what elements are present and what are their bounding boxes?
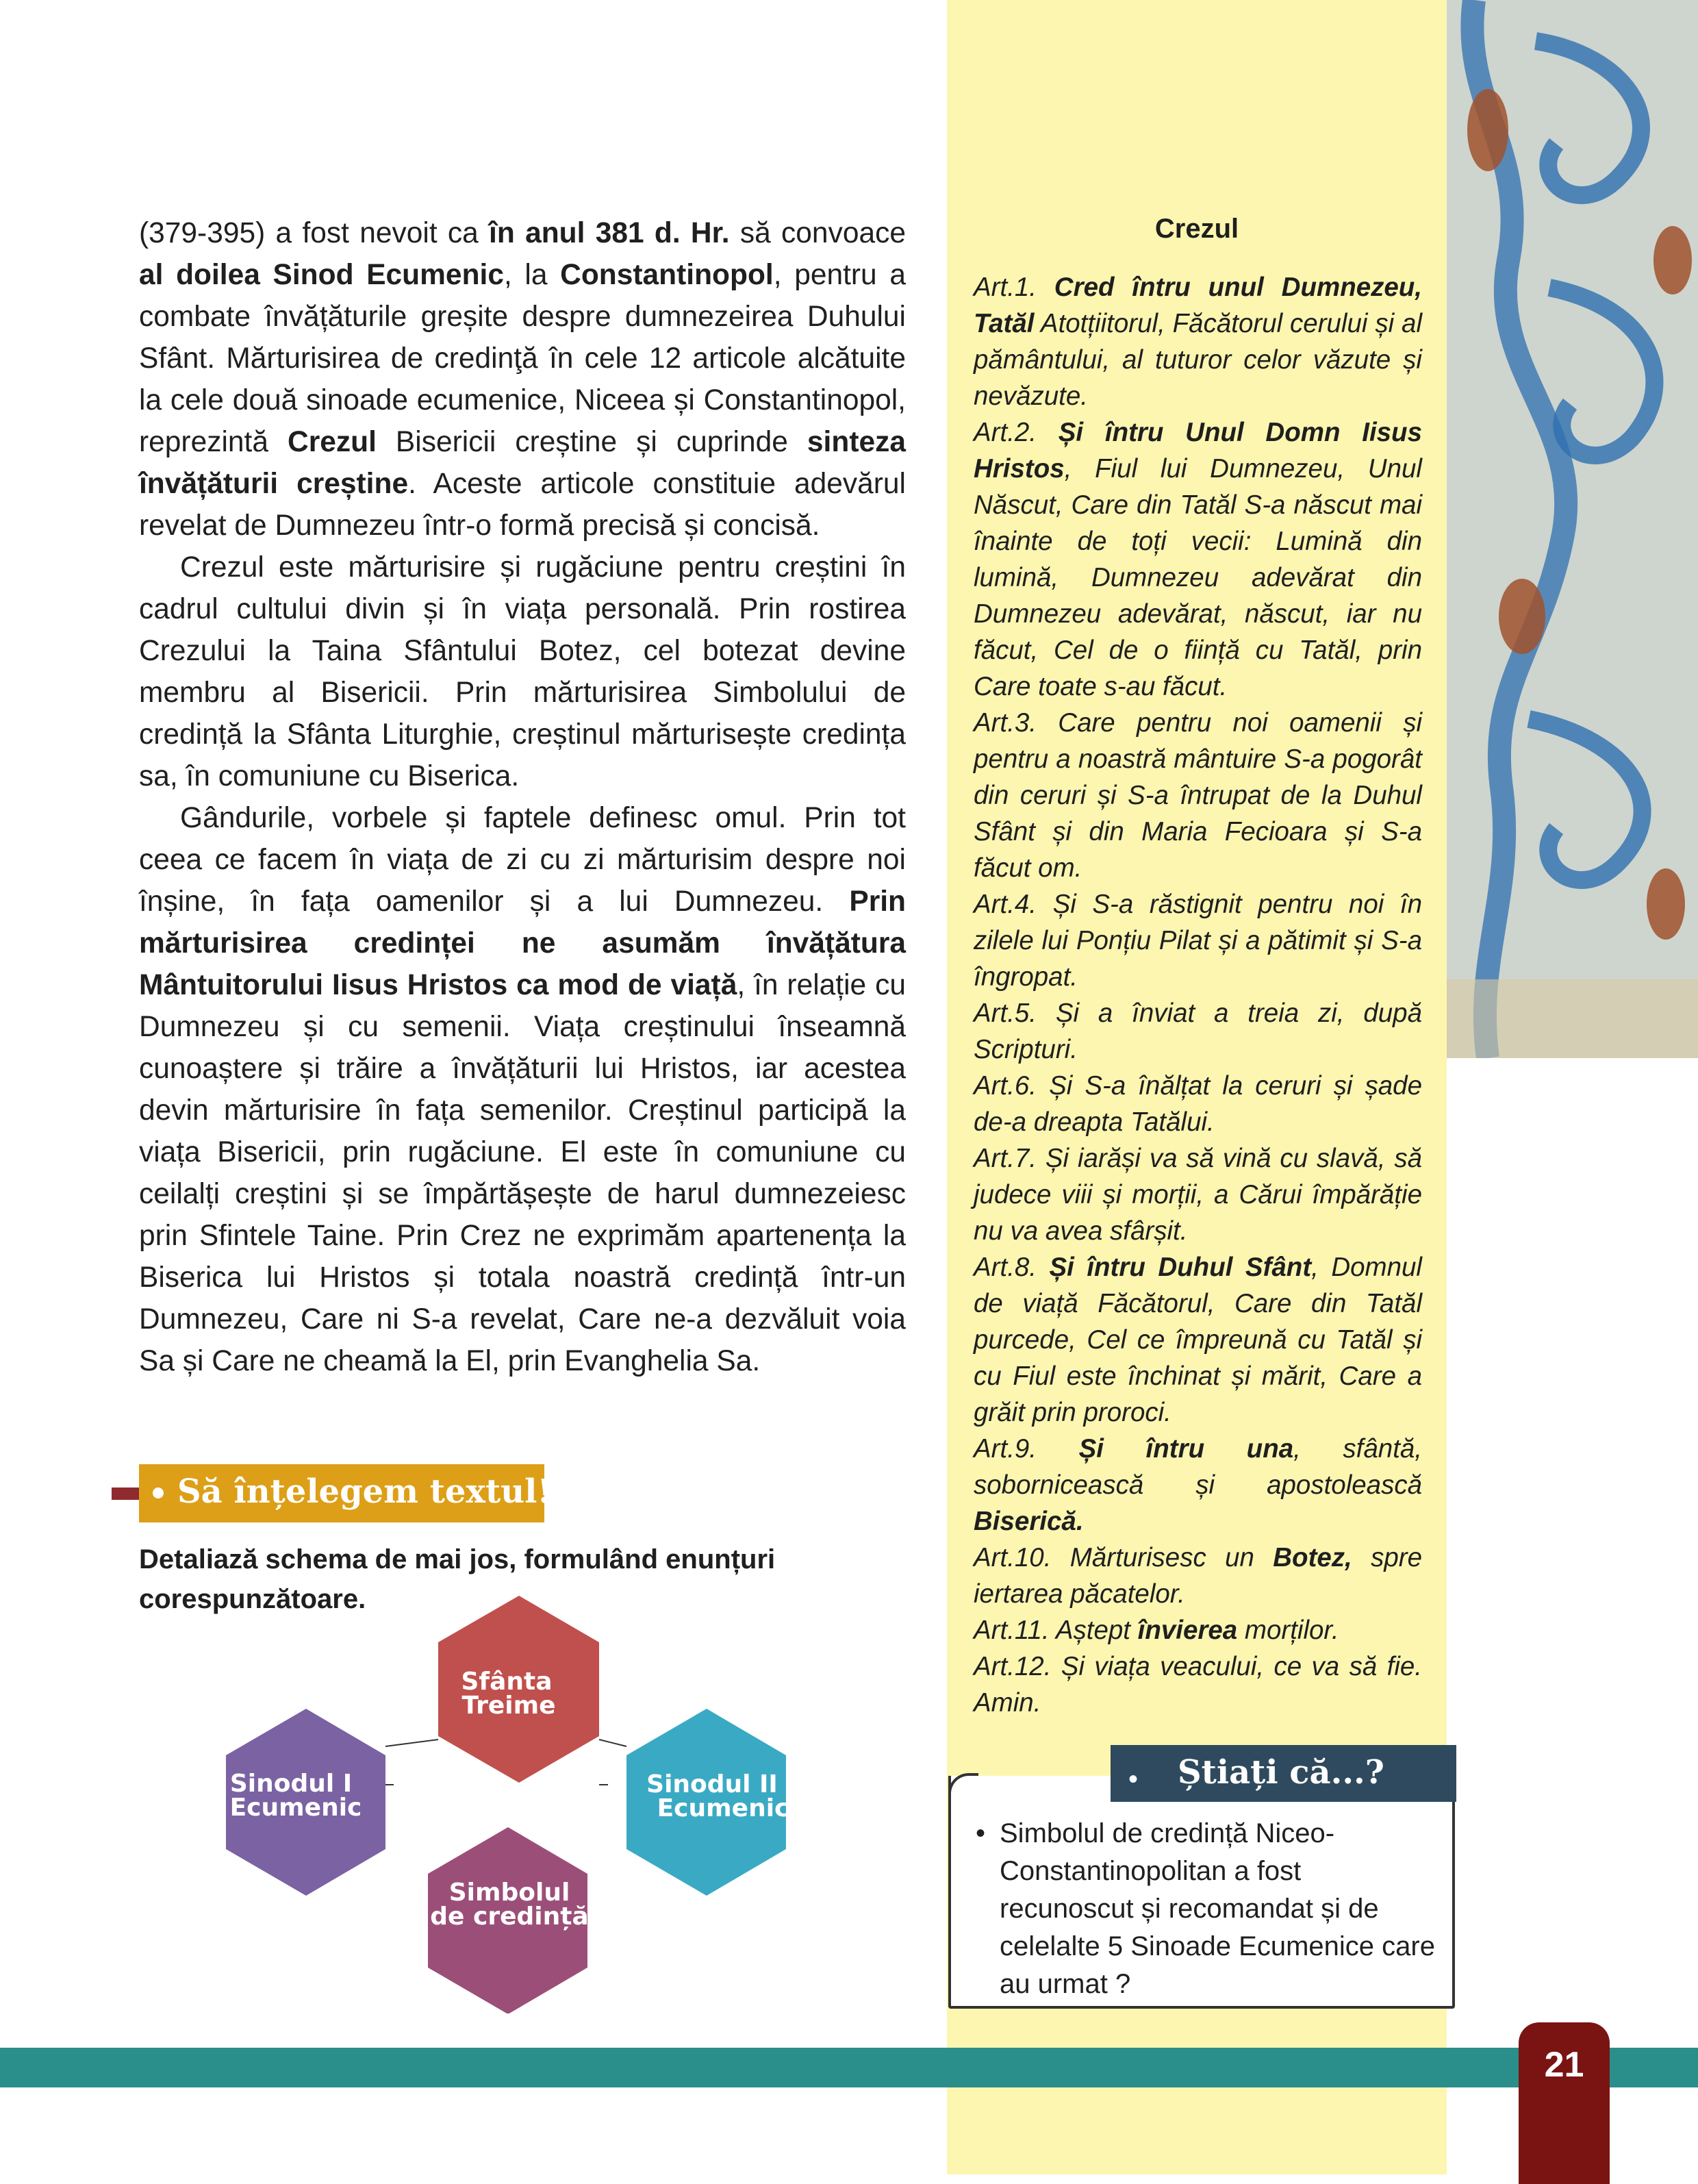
- crez-article-1: [974, 269, 1422, 414]
- did-you-know-header: [1111, 1745, 1456, 1802]
- text-run: spre iertarea păcatelor.: [974, 1543, 1422, 1609]
- crez-article-5: [974, 995, 1422, 1068]
- node-label-line1: Sfânta: [461, 1668, 553, 1696]
- text-run: , Fiul lui Dumnezeu, Unul Născut, Care din Tatăl S-a născut mai înainte de toți vecii: Lumină din lumină, Dumnezeu adevărat din Dumnezeu adevărat, născut, iar nu făcut, Cel de o ființă cu Tatăl, prin Care toate s-au făcut.: [974, 454, 1422, 701]
- text-run: Art.12. Și viața veacului, ce va să fie. Amin.: [974, 1652, 1422, 1718]
- text-run: Art.8.: [974, 1253, 1050, 1282]
- text-run: Gândurile, vorbele și faptele definesc omul. Prin tot ceea ce facem în viața de zi cu zi mărturisim despre noi înșine, în fața oamenilor și a lui Dumnezeu.: [139, 802, 906, 918]
- text-run: Art.4. Și S-a răstignit pentru noi în zilele lui Ponțiu Pilat și a pătimit și S-a îngropat.: [974, 890, 1422, 992]
- diagram-connector: [599, 1740, 626, 1746]
- node-label-line2: de credință: [430, 1903, 589, 1931]
- text-run: , în relație cu Dumnezeu și cu semenii. Viața creștinului înseamnă cunoaștere și trăire a învățăturii lui Hristos, iar acestea devin mărturisire în fața semenilor. Creștinul participă la viața Bisericii, prin rugăciune. El este în comuniune cu ceilalți creștini și se împărtășește de harul dumnezeiesc prin Sfintele Taine. Prin Crez ne exprimăm apartenența la Biserica lui Hristos și totala noastră credință într-un Dumnezeu, Care ni S-a revelat, Care ne-a dezvăluit voia Sa și Care ne cheamă la El, prin Evanghelia Sa.: [139, 969, 906, 1377]
- crez-article-8: [974, 1249, 1422, 1431]
- text-run: , pentru a combate învățăturile greșite despre dumnezeirea Duhului Sfânt. Mărturisirea de credinţă în cele 12 articole alcătuite la cele două sinoade ecumenice, Niceea și Constantinopol, reprezintă: [139, 259, 906, 458]
- text-run: Art.3. Care pentru noi oamenii și pentru a noastră mântuire S-a pogorât din ceruri și S-a întrupat de la Duhul Sfânt și din Maria Fecioara și S-a făcut om.: [974, 708, 1422, 883]
- node-simbolul-credinta: [428, 1827, 589, 2013]
- bold-run: Și întru Duhul Sfânt: [1049, 1253, 1312, 1282]
- node-label-line2: Ecumenic: [229, 1794, 362, 1822]
- header-bullet-icon: •: [1128, 1764, 1139, 1794]
- did-you-know-title: Știați că...?: [1178, 1753, 1384, 1792]
- node-label-line2: Treime: [461, 1692, 556, 1720]
- crez-articles: [974, 269, 1422, 1721]
- crez-title: Crezul: [1154, 214, 1239, 244]
- node-label-line1: Simbolul: [448, 1879, 570, 1907]
- text-run: Art.7. Și iarăși va să vină cu slavă, să judece viii și morții, a Cărui împărăție nu va avea sfârșit.: [974, 1144, 1422, 1246]
- text-run: . Aceste articole constituie adevărul revelat de Dumnezeu într-o formă precisă și concisă.: [139, 468, 906, 542]
- node-sinodul-ii: [626, 1709, 789, 1896]
- crez-article-11: [974, 1612, 1422, 1648]
- bullet-icon: •: [976, 1818, 986, 1848]
- ornamental-border-image: [1447, 0, 1698, 1058]
- text-run: Art.6. Și S-a înălțat la ceruri și șade de-a dreapta Tatălui.: [974, 1071, 1422, 1137]
- paragraph-3: [139, 797, 906, 1382]
- banner-bullet-icon: [153, 1488, 164, 1498]
- understand-text-banner: [112, 1464, 552, 1522]
- text-run: Crezul este mărturisire și rugăciune pentru creștini în cadrul cultului divin și în viața personală. Prin rostirea Crezului la Taina Sfântului Botez, cel botezat devine membru al Bisericii. Prin mărturisirea Simbolului de credință la Sfânta Liturghie, creștinul mărturisește credința sa, în comuniune cu Biserica.: [139, 551, 906, 792]
- main-body-text: [139, 212, 906, 1382]
- text-run: , sfântă, sobornicească și apostolească: [974, 1434, 1423, 1500]
- text-run: Art.2.: [974, 418, 1059, 447]
- footer-band: [0, 2048, 1698, 2087]
- text-run: să convoace: [729, 217, 906, 249]
- crez-article-4: [974, 886, 1422, 995]
- crez-article-6: [974, 1068, 1422, 1140]
- node-label-line1: Sinodul II: [646, 1770, 778, 1798]
- banner-title: Să înțelegem textul!: [177, 1472, 552, 1511]
- bold-run: Și întru una: [1078, 1434, 1294, 1464]
- crez-article-10: [974, 1540, 1422, 1612]
- did-you-know-text-block: [976, 1815, 1441, 2003]
- text-run: Bisericii creștine și cuprinde: [376, 426, 807, 458]
- text-run: , Domnul de viață Făcătorul, Care din Tatăl purcede, Cel ce împreună cu Tatăl și cu Fiul este închinat și mărit, Care a grăit prin proroci.: [974, 1253, 1422, 1427]
- text-run: Art.9.: [974, 1434, 1079, 1464]
- text-run: , la: [503, 259, 561, 291]
- node-label-line2: Ecumenic: [657, 1794, 789, 1822]
- diagram-connector: [385, 1740, 438, 1746]
- paragraph-2: [139, 547, 906, 797]
- bold-run: în anul 381 d. Hr.: [489, 217, 730, 249]
- page-number: 21: [1544, 2045, 1584, 2085]
- bold-run: Și întru Unul Domn Iisus Hristos: [974, 418, 1422, 484]
- text-run: Art.5. Și a înviat a treia zi, după Scripturi.: [974, 999, 1422, 1064]
- bold-run: Botez,: [1273, 1543, 1352, 1572]
- bold-run: Cred întru unul Dumnezeu, Tatăl: [974, 273, 1423, 338]
- bold-run: Crezul: [288, 426, 377, 458]
- bold-run: Biserică.: [974, 1507, 1084, 1536]
- paragraph-1: [139, 212, 906, 547]
- bold-run: învierea: [1137, 1616, 1238, 1645]
- crez-article-12: [974, 1648, 1422, 1721]
- node-sfanta-treime: [438, 1596, 599, 1783]
- node-sinodul-i: [226, 1709, 385, 1896]
- text-run: Art.11. Aștept: [974, 1616, 1138, 1645]
- concept-diagram: [205, 1596, 808, 2013]
- crez-article-9: [974, 1431, 1422, 1540]
- did-you-know-text: Simbolul de credință Niceo-Constantinopolitan a fost recunoscut și recomandat și de celelalte 5 Sinoade Ecumenice care au urmat ?: [1000, 1818, 1435, 1999]
- box-corner: [948, 1773, 978, 1803]
- bold-run: al doilea Sinod Ecumenic: [139, 259, 504, 291]
- crez-article-2: [974, 414, 1422, 705]
- text-run: Art.10. Mărturisesc un: [974, 1543, 1274, 1572]
- crez-article-3: [974, 705, 1422, 886]
- exercise-instruction: Detaliază schema de mai jos, formulând enunțuri corespunzătoare.: [139, 1544, 776, 1614]
- text-run: morților.: [1237, 1616, 1339, 1645]
- text-run: Art.1.: [974, 273, 1054, 302]
- crez-article-7: [974, 1140, 1422, 1249]
- bold-run: Prin mărturisirea credinței ne asumăm învățătura Mântuitorului Iisus Hristos ca mod de viață: [139, 886, 906, 1001]
- text-run: Atotțiitorul, Făcătorul cerului și al pământului, al tuturor celor văzute și nevăzute.: [974, 309, 1422, 411]
- node-label-line1: Sinodul I: [229, 1770, 353, 1798]
- text-run: (379-395) a fost nevoit ca: [139, 217, 490, 249]
- bold-run: Constantinopol: [560, 259, 774, 291]
- bold-run: sinteza învățăturii creștine: [139, 426, 907, 500]
